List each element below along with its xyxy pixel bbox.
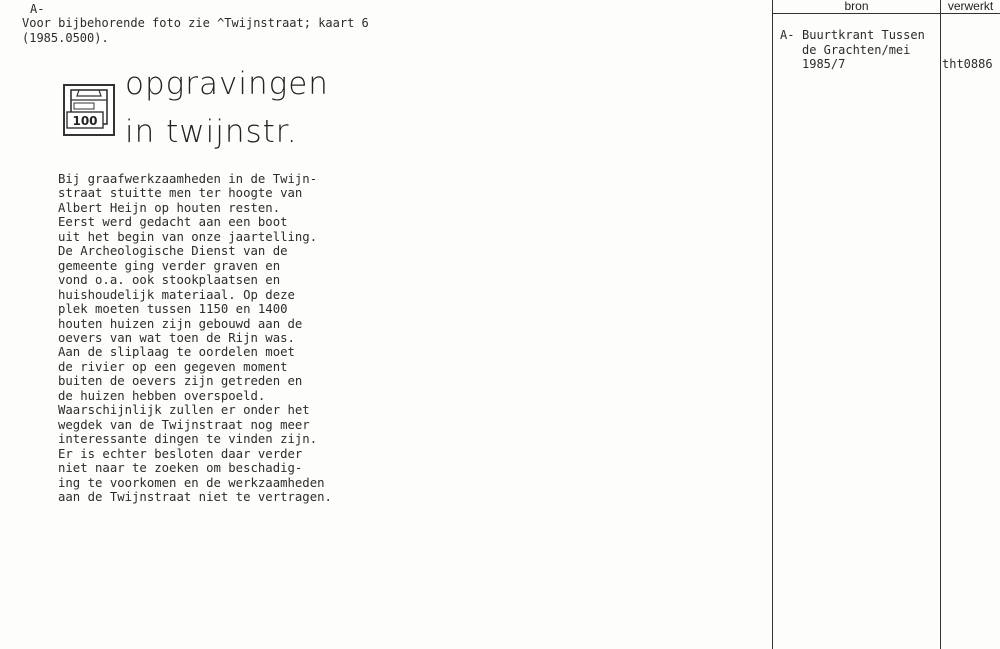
article-line: plek moeten tussen 1150 en 1400 xyxy=(58,302,288,317)
column-header-verwerkt: verwerkt xyxy=(947,0,994,13)
bron-line: de Grachten/mei xyxy=(802,42,911,57)
article-line: De Archeologische Dienst van de xyxy=(58,244,288,259)
article-line: uit het begin van onze jaartelling. xyxy=(58,229,318,244)
article-line: straat stuitte men ter hoogte van xyxy=(58,186,303,201)
table-divider-left xyxy=(772,0,773,649)
logo-text: 100 xyxy=(72,114,98,128)
article-line: Bij graafwerkzaamheden in de Twijn- xyxy=(58,172,318,186)
article-line: Er is echter besloten daar verder xyxy=(58,446,303,461)
article-line: Eerst werd gedacht aan een boot xyxy=(58,215,288,230)
headline xyxy=(125,60,329,156)
article-line: de rivier op een gegeven moment xyxy=(58,359,288,374)
article-line: huishoudelijk materiaal. Op deze xyxy=(58,287,295,302)
article-line: Aan de sliplaag te oordelen moet xyxy=(58,345,295,360)
table-divider-middle xyxy=(940,0,941,649)
article-line: oevers van wat toen de Rijn was. xyxy=(58,330,295,345)
article-line: ing te voorkomen en de werkzaamheden xyxy=(58,475,325,490)
bron-line: 1985/7 xyxy=(802,57,846,71)
article-line: buiten de oevers zijn getreden en xyxy=(58,374,303,389)
table-header-rule xyxy=(772,13,1000,14)
article-line: gemeente ging verder graven en xyxy=(58,258,281,273)
article-line: niet naar te zoeken om beschadig- xyxy=(58,461,303,476)
headline-line-1: opgravingen xyxy=(125,66,329,102)
article-line: interessante dingen te vinden zijn. xyxy=(58,432,318,447)
shopping-bag-logo-icon xyxy=(63,84,115,136)
article-line: Albert Heijn op houten resten. xyxy=(58,200,281,215)
bron-code: A- xyxy=(780,28,795,42)
bron-text xyxy=(802,28,942,72)
column-header-bron: bron xyxy=(844,0,869,13)
headline-line-2: in twijnstr. xyxy=(125,114,298,150)
article-line: wegdek van de Twijnstraat nog meer xyxy=(58,417,310,432)
article-line: aan de Twijnstraat niet te vertragen. xyxy=(58,489,332,504)
verwerkt-code: tht0886 xyxy=(942,57,993,71)
bron-entry xyxy=(780,28,942,72)
bron-line: Buurtkrant Tussen xyxy=(802,28,925,42)
article-line: houten huizen zijn gebouwd aan de xyxy=(58,316,303,331)
card-code: A- xyxy=(30,2,45,16)
article-line: vond o.a. ook stookplaatsen en xyxy=(58,273,281,288)
article-line: de huizen hebben overspoeld. xyxy=(58,388,266,403)
photo-reference-note: Voor bijbehorende foto zie ^Twijnstraat; kaart 6 (1985.0500). xyxy=(22,16,369,45)
article-line: Waarschijnlijk zullen er onder het xyxy=(58,403,310,418)
article-body xyxy=(58,172,338,504)
